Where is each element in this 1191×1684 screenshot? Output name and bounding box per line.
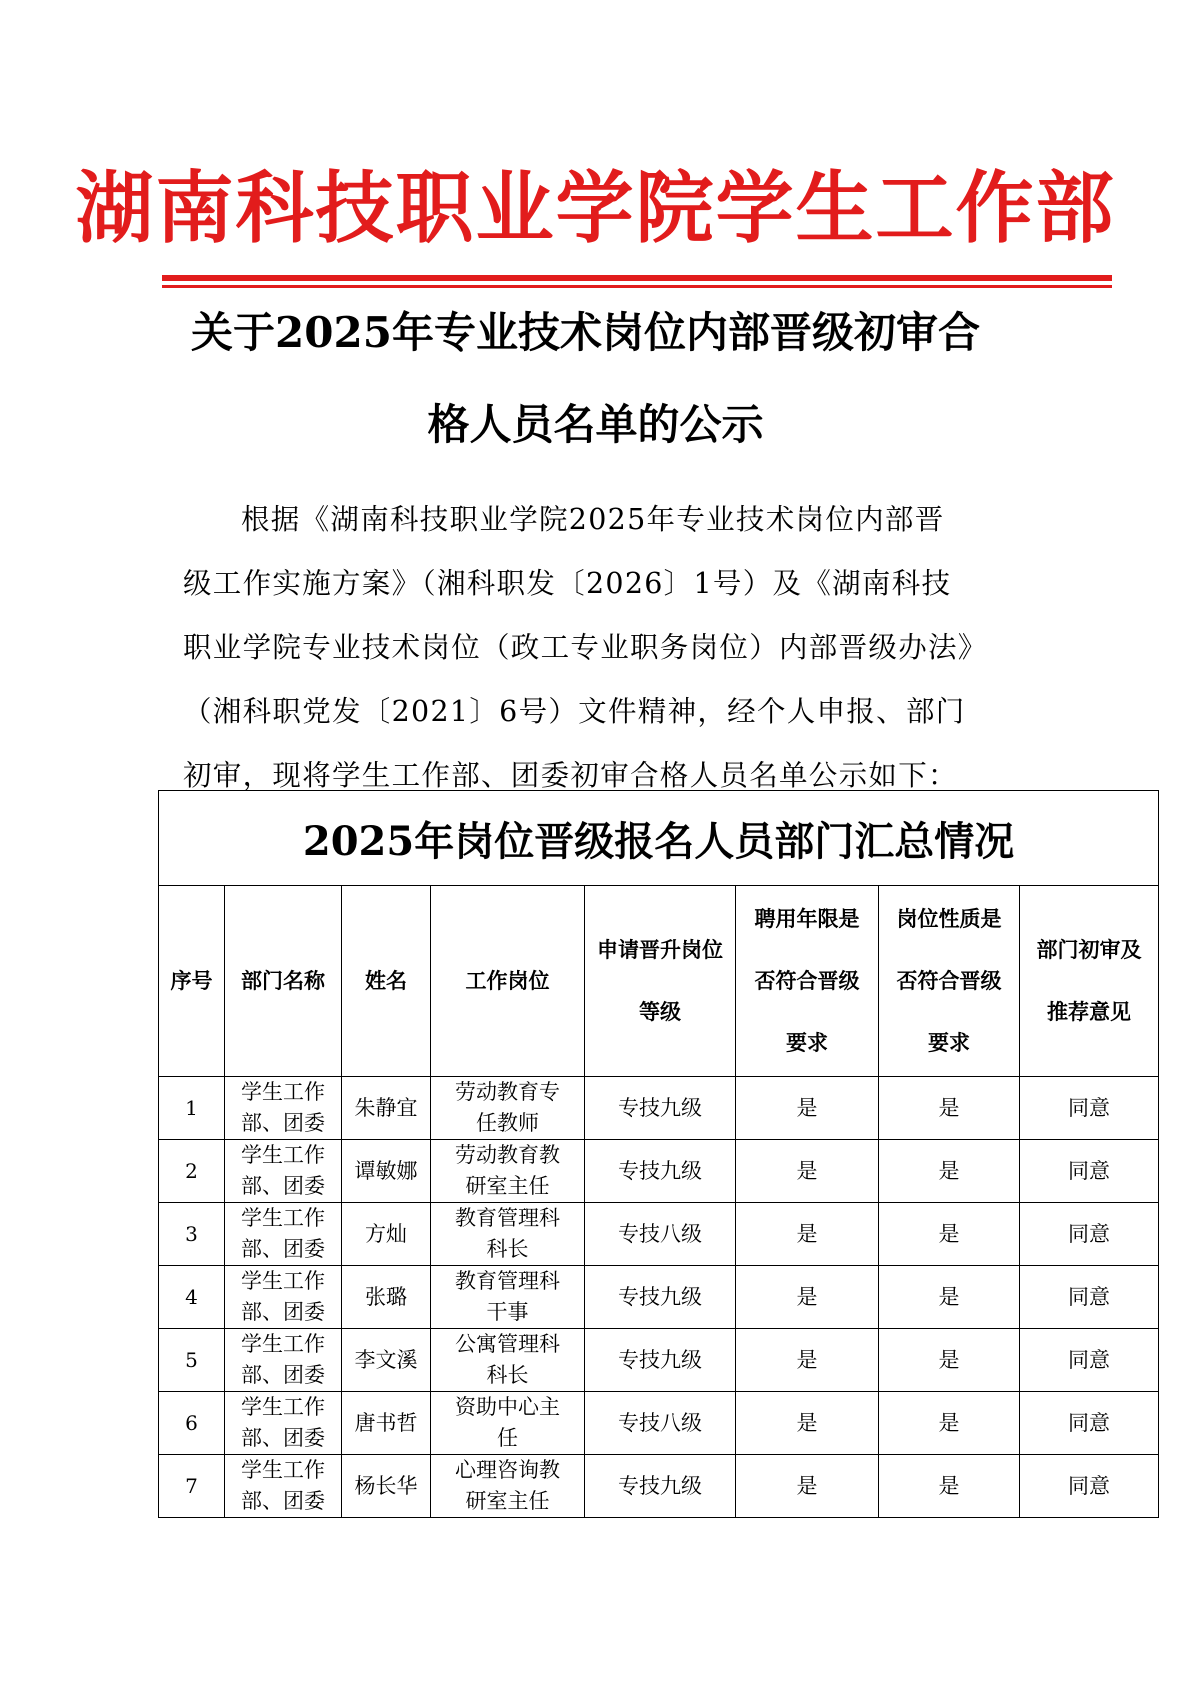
table-row: [159, 1077, 1159, 1140]
table-row: [159, 1455, 1159, 1518]
cell-name: 唐书哲: [342, 1392, 431, 1455]
cell-seq: 3: [159, 1203, 225, 1266]
cell-line: 劳动教育教: [455, 1143, 560, 1167]
cell-nature: 是: [879, 1329, 1020, 1392]
cell-opinion: 同意: [1020, 1266, 1159, 1329]
masthead-rule-thick: [162, 275, 1112, 281]
cell-line: 部、团委: [241, 1426, 325, 1450]
header-opinion-line: 部门初审及: [1036, 937, 1142, 962]
cell-name: 方灿: [342, 1203, 431, 1266]
masthead-rule-thin: [162, 285, 1112, 288]
cell-tenure: 是: [736, 1329, 879, 1392]
header-position: 工作岗位: [431, 886, 585, 1077]
cell-opinion: 同意: [1020, 1455, 1159, 1518]
cell-line: 心理咨询教: [455, 1458, 560, 1482]
cell-dept: [225, 1140, 342, 1203]
cell-opinion: 同意: [1020, 1392, 1159, 1455]
document-title-line-2: 格人员名单的公示: [427, 400, 764, 449]
cell-line: 学生工作: [241, 1332, 325, 1356]
cell-seq: 2: [159, 1140, 225, 1203]
header-level-line: 申请晋升岗位: [597, 937, 723, 962]
header-dept: 部门名称: [225, 886, 342, 1077]
cell-dept: [225, 1203, 342, 1266]
cell-line: 教育管理科: [455, 1206, 560, 1230]
cell-level: 专技九级: [585, 1140, 736, 1203]
cell-seq: 6: [159, 1392, 225, 1455]
header-opinion-line: 推荐意见: [1047, 999, 1132, 1024]
cell-line: 干事: [486, 1300, 529, 1324]
table-row: [159, 1392, 1159, 1455]
cell-dept: [225, 1455, 342, 1518]
cell-position: [431, 1392, 585, 1455]
cell-tenure: 是: [736, 1455, 879, 1518]
cell-seq: 5: [159, 1329, 225, 1392]
cell-line: 学生工作: [241, 1143, 325, 1167]
summary-table: [158, 790, 1159, 1518]
cell-line: 劳动教育专: [455, 1080, 560, 1104]
cell-line: 资助中心主: [455, 1395, 560, 1419]
header-tenure: [736, 886, 879, 1077]
header-nature-line: 要求: [928, 1030, 970, 1055]
cell-opinion: 同意: [1020, 1203, 1159, 1266]
cell-line: 任: [497, 1426, 518, 1450]
cell-seq: 1: [159, 1077, 225, 1140]
cell-line: 部、团委: [241, 1300, 325, 1324]
table-row: [159, 1329, 1159, 1392]
cell-line: 部、团委: [241, 1111, 325, 1135]
cell-level: 专技九级: [585, 1266, 736, 1329]
cell-line: 学生工作: [241, 1206, 325, 1230]
header-level: [585, 886, 736, 1077]
cell-opinion: 同意: [1020, 1140, 1159, 1203]
cell-line: 学生工作: [241, 1458, 325, 1482]
cell-line: 学生工作: [241, 1080, 325, 1104]
cell-line: 学生工作: [241, 1395, 325, 1419]
cell-tenure: 是: [736, 1077, 879, 1140]
cell-name: 谭敏娜: [342, 1140, 431, 1203]
cell-line: 部、团委: [241, 1363, 325, 1387]
header-name: 姓名: [342, 886, 431, 1077]
cell-tenure: 是: [736, 1266, 879, 1329]
body-line: 根据《湖南科技职业学院2025年专业技术岗位内部晋: [241, 503, 945, 536]
masthead-title: 湖南科技职业学院学生工作部: [75, 164, 1116, 254]
cell-tenure: 是: [736, 1392, 879, 1455]
header-opinion: [1020, 886, 1159, 1077]
cell-line: 任教师: [476, 1111, 539, 1135]
cell-name: 杨长华: [342, 1455, 431, 1518]
cell-position: [431, 1203, 585, 1266]
header-level-line: 等级: [639, 999, 681, 1024]
cell-line: 科长: [486, 1363, 529, 1387]
table-row: [159, 1203, 1159, 1266]
cell-line: 研室主任: [465, 1489, 550, 1513]
cell-line: 教育管理科: [455, 1269, 560, 1293]
cell-line: 部、团委: [241, 1237, 325, 1261]
cell-position: [431, 1077, 585, 1140]
cell-level: 专技九级: [585, 1455, 736, 1518]
cell-nature: 是: [879, 1203, 1020, 1266]
header-nature: [879, 886, 1020, 1077]
cell-name: 张璐: [342, 1266, 431, 1329]
table-row: [159, 1140, 1159, 1203]
document-title-line-1: 关于2025年专业技术岗位内部晋级初审合: [191, 308, 980, 357]
cell-nature: 是: [879, 1266, 1020, 1329]
cell-nature: 是: [879, 1392, 1020, 1455]
cell-line: 研室主任: [465, 1174, 550, 1198]
body-line: 级工作实施方案》（湘科职发〔2026〕1号）及《湖南科技: [183, 567, 952, 600]
cell-dept: [225, 1392, 342, 1455]
cell-seq: 4: [159, 1266, 225, 1329]
body-paragraph: [183, 488, 1023, 808]
header-tenure-line: 要求: [786, 1030, 828, 1055]
cell-level: 专技九级: [585, 1329, 736, 1392]
cell-opinion: 同意: [1020, 1329, 1159, 1392]
header-tenure-line: 聘用年限是: [754, 906, 860, 931]
body-line: （湘科职党发〔2021〕6号）文件精神，经个人申报、部门: [183, 695, 966, 728]
cell-position: [431, 1329, 585, 1392]
cell-line: 部、团委: [241, 1489, 325, 1513]
cell-opinion: 同意: [1020, 1077, 1159, 1140]
header-nature-line: 否符合晋级: [896, 968, 1002, 993]
cell-name: 李文溪: [342, 1329, 431, 1392]
table-row: [159, 1266, 1159, 1329]
cell-line: 部、团委: [241, 1174, 325, 1198]
cell-name: 朱静宜: [342, 1077, 431, 1140]
header-nature-line: 岗位性质是: [896, 906, 1002, 931]
table-title: 2025年岗位晋级报名人员部门汇总情况: [159, 791, 1159, 886]
table-header-row: [159, 886, 1159, 1077]
cell-seq: 7: [159, 1455, 225, 1518]
cell-nature: 是: [879, 1077, 1020, 1140]
cell-nature: 是: [879, 1455, 1020, 1518]
header-seq: 序号: [159, 886, 225, 1077]
cell-level: 专技八级: [585, 1392, 736, 1455]
body-line: 职业学院专业技术岗位（政工专业职务岗位）内部晋级办法》: [183, 631, 988, 664]
cell-tenure: 是: [736, 1203, 879, 1266]
cell-level: 专技九级: [585, 1077, 736, 1140]
cell-dept: [225, 1266, 342, 1329]
cell-line: 科长: [486, 1237, 529, 1261]
cell-position: [431, 1140, 585, 1203]
cell-nature: 是: [879, 1140, 1020, 1203]
cell-tenure: 是: [736, 1140, 879, 1203]
header-tenure-line: 否符合晋级: [754, 968, 860, 993]
cell-line: 学生工作: [241, 1269, 325, 1293]
cell-level: 专技八级: [585, 1203, 736, 1266]
cell-dept: [225, 1077, 342, 1140]
cell-position: [431, 1455, 585, 1518]
cell-dept: [225, 1329, 342, 1392]
cell-position: [431, 1266, 585, 1329]
body-line: 初审，现将学生工作部、团委初审合格人员名单公示如下：: [183, 759, 958, 792]
cell-line: 公寓管理科: [455, 1332, 560, 1356]
